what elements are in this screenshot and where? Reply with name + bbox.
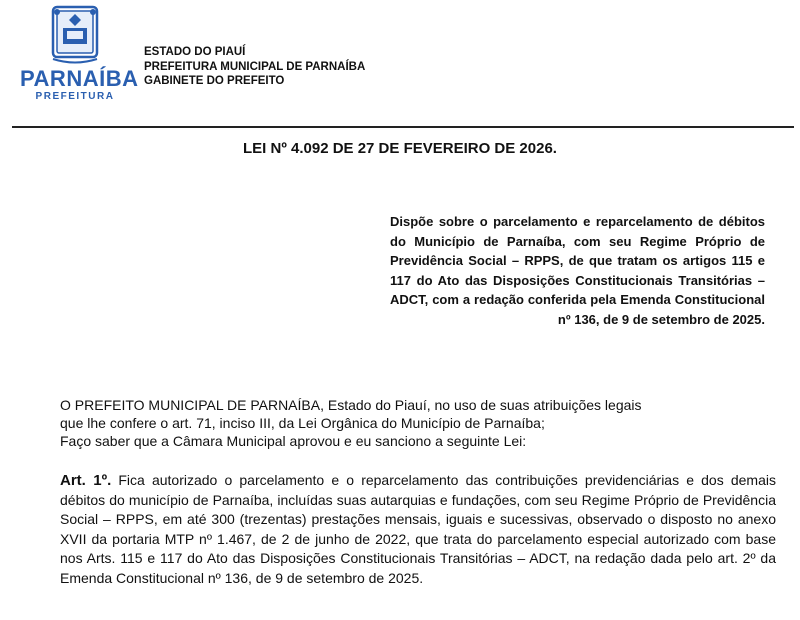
letterhead-office: GABINETE DO PREFEITO bbox=[144, 75, 285, 87]
logo-subtitle: PREFEITURA bbox=[35, 91, 115, 102]
letterhead-state: ESTADO DO PIAUÍ bbox=[144, 46, 246, 58]
law-title: LEI Nº 4.092 DE 27 DE FEVEREIRO DE 2026. bbox=[243, 140, 557, 157]
letterhead bbox=[144, 45, 365, 89]
preamble-line: que lhe confere o art. 71, inciso III, da Lei Orgânica do Município de Parnaíba; bbox=[60, 415, 545, 431]
logo-brand: PARNAÍBA bbox=[20, 66, 139, 91]
preamble-line: O PREFEITO MUNICIPAL DE PARNAÍBA, Estado do Piauí, no uso de suas atribuições legais bbox=[60, 397, 642, 413]
article-1 bbox=[60, 471, 776, 588]
preamble bbox=[60, 396, 780, 450]
coat-of-arms-icon bbox=[49, 4, 101, 66]
article-1-text: Fica autorizado o parcelamento e o reparcelamento das contribuições previdenciárias e dos demais débitos do município de Parnaíba, incluídas suas autarquias e fundações, com seu Regime Próprio de Previdência Social – RPPS, em até 300 (trezentas) prestações mensais, iguais e sucessivas, observado o disposto no anexo XVII da portaria MTP nº 1.467, de 2 de junho de 2022, que trata do parcelamento especial autorizado com base nos Arts. 115 e 117 do Ato das Disposições Constitucionais Transitórias – ADCT, na redação dada pelo art. 2º da Emenda Constitucional nº 136, de 9 de setembro de 2025. bbox=[60, 472, 776, 586]
law-ementa: Dispõe sobre o parcelamento e reparcelamento de débitos do Município de Parnaíba, com seu Regime Próprio de Previdência Social – RPPS, de que tratam os artigos 115 e 117 do Ato das Disposições Constitucionais Transitórias – ADCT, com a redação conferida pela Emenda Constitucional nº 136, de 9 de setembro de 2025. bbox=[390, 214, 765, 327]
letterhead-prefecture: PREFEITURA MUNICIPAL DE PARNAÍBA bbox=[144, 60, 366, 73]
header-divider bbox=[12, 126, 794, 128]
preamble-line: Faço saber que a Câmara Municipal aprovou e eu sanciono a seguinte Lei: bbox=[60, 433, 527, 449]
article-1-label: Art. 1º. bbox=[60, 472, 112, 489]
municipal-logo bbox=[20, 4, 139, 102]
